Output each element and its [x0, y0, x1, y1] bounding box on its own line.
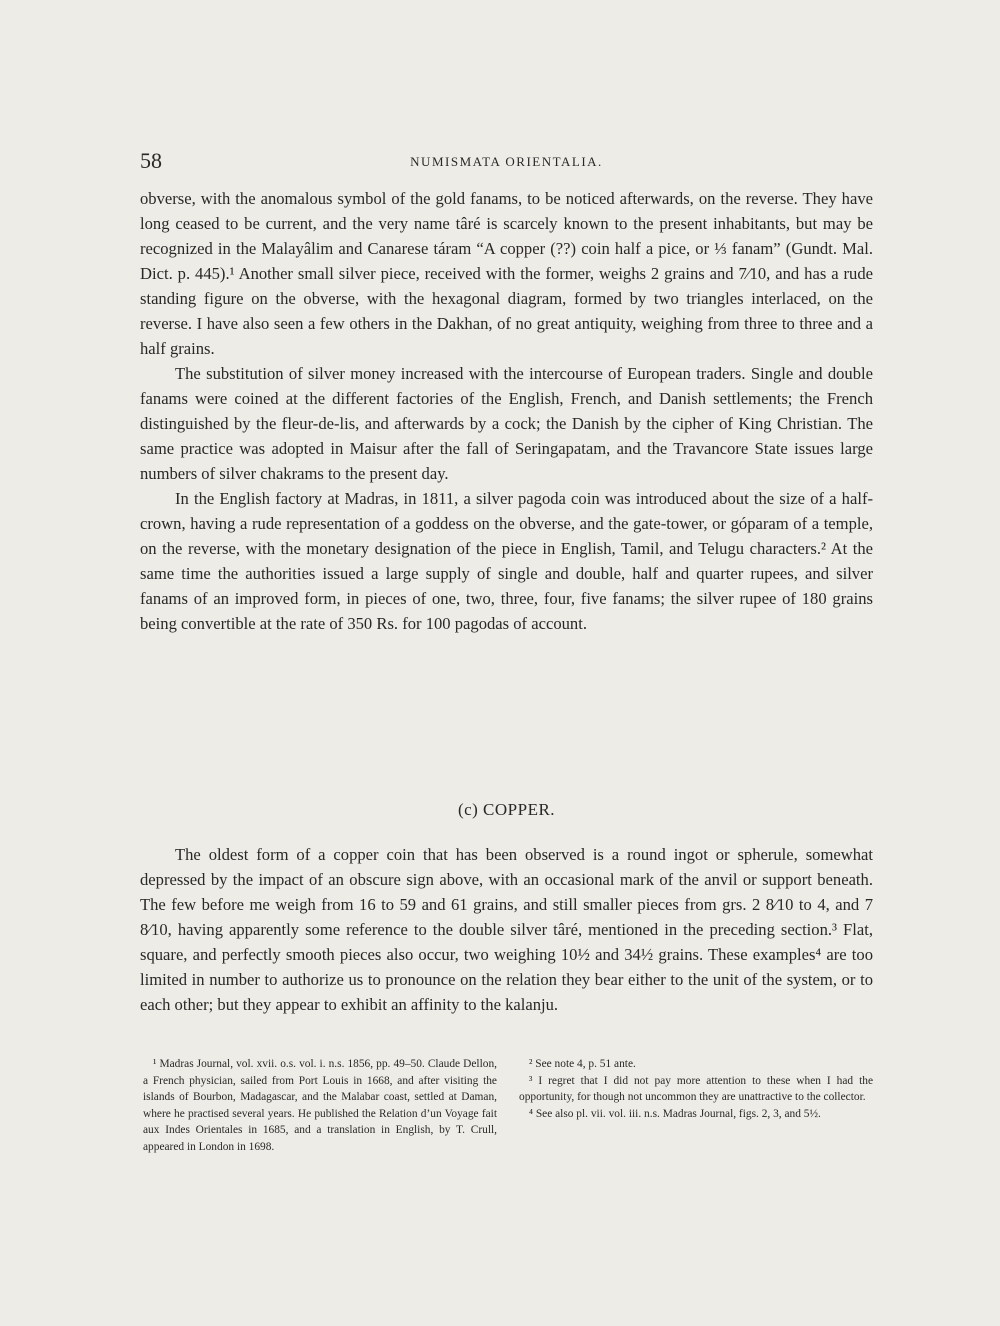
- footnote-1: ¹ Madras Journal, vol. xvii. o.s. vol. i. n.s. 1856, pp. 49–50. Claude Dellon, a French physician, sailed from Port Louis in 1668, and after visiting the islands of Bourbon, Madagascar, and the Malabar coast, settled at Daman, where he practised several years. He published the Relation d’un Voyage fait aux Indes Orientales in 1685, and a translation in English, by T. Crull, appeared in London in 1698.: [143, 1058, 497, 1153]
- paragraph-2: The substitution of silver money increased with the intercourse of European traders. Single and double fanams were coined at the different factories of the English, French, and Danish settlements; the French distinguished by the fleur-de-lis, and afterwards by a cock; the Danish by the cipher of King Christian. The same practice was adopted in Maisur after the fall of Seringapatam, and the Travancore State issues large numbers of silver chakrams to the present day.: [140, 364, 873, 483]
- footnotes: [143, 1056, 873, 1155]
- page-header: [140, 148, 873, 178]
- footnote-3: ³ I regret that I did not pay more attention to these when I had the opportunity, for though not uncommon they are unattractive to the collector.: [519, 1074, 873, 1103]
- section-title: (c) COPPER.: [457, 800, 556, 819]
- main-text: [140, 186, 873, 636]
- page-number: 58: [140, 148, 162, 173]
- paragraph-1: obverse, with the anomalous symbol of the gold fanams, to be noticed afterwards, on the reverse. They have long ceased to be current, and the very name târé is scarcely known to the present inhabitants, but may be recognized in the Malayâlim and Canarese táram “A copper (??) coin half a pice, or ⅓ fanam” (Gundt. Mal. Dict. p. 445).¹ Another small silver piece, received with the former, weighs 2 grains and 7⁄10, and has a rude standing figure on the obverse, with the hexagonal diagram, formed by two triangles interlaced, on the reverse. I have also seen a few others in the Dakhan, of no great antiquity, weighing from three to three and a half grains.: [140, 189, 873, 358]
- footnotes-right-column: [519, 1056, 873, 1155]
- copper-section-text: [140, 842, 873, 1017]
- paragraph-3: In the English factory at Madras, in 1811, a silver pagoda coin was introduced about the size of a half-crown, having a rude representation of a goddess on the obverse, and the gate-tower, or góparam of a temple, on the reverse, with the monetary designation of the piece in English, Tamil, and Telugu characters.² At the same time the authorities issued a large supply of single and double, half and quarter rupees, and silver fanams of an improved form, in pieces of one, two, three, four, five fanams; the silver rupee of 180 grains being convertible at the rate of 350 Rs. for 100 pagodas of account.: [140, 489, 873, 633]
- footnotes-left-column: [143, 1056, 497, 1155]
- running-head: NUMISMATA ORIENTALIA.: [410, 154, 603, 169]
- footnote-2: ² See note 4, p. 51 ante.: [529, 1058, 636, 1070]
- copper-paragraph: The oldest form of a copper coin that has been observed is a round ingot or spherule, somewhat depressed by the impact of an obscure sign above, with an occasional mark of the anvil or support beneath. The few before me weigh from 16 to 59 and 61 grains, and still smaller pieces from grs. 2 8⁄10 to 4, and 7 8⁄10, having apparently some reference to the double silver târé, mentioned in the preceding section.³ Flat, square, and perfectly smooth pieces also occur, two weighing 10½ and 34½ grains. These examples⁴ are too limited in number to authorize us to pronounce on the relation they bear either to the unit of the system, or to each other; but they appear to exhibit an affinity to the kalanju.: [140, 845, 873, 1014]
- footnote-4: ⁴ See also pl. vii. vol. iii. n.s. Madras Journal, figs. 2, 3, and 5½.: [529, 1107, 821, 1120]
